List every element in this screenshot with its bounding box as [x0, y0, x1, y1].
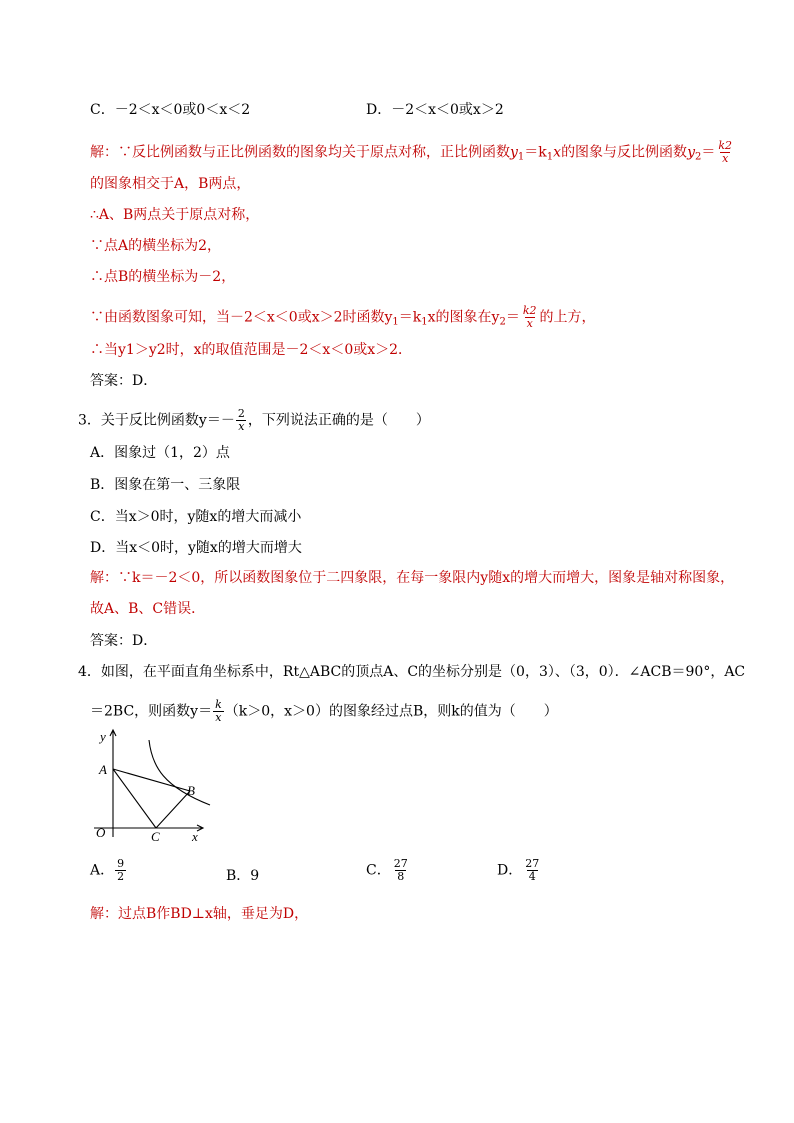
segment-cb	[156, 791, 190, 828]
q2-sol1-x: x	[553, 144, 562, 161]
q4-option-c-num: 27	[393, 857, 408, 870]
segment-ac	[113, 769, 156, 828]
q2-sol6-text-b: ＝k	[398, 309, 422, 326]
q3-stem	[78, 408, 430, 433]
q3-option-a: A．图象过（1，2）点	[90, 445, 230, 461]
q4-figure	[90, 727, 220, 847]
figure-label-o: O	[96, 825, 106, 840]
figure-label-x: x	[192, 829, 198, 844]
q4-stem2-text-b: （k＞0，x＞0）的图象经过点B，则k的值为（ ）	[224, 703, 558, 720]
figure-label-c: C	[151, 829, 160, 844]
figure-label-a: A	[99, 762, 107, 777]
q2-sol6-frac-den: x	[526, 317, 533, 330]
q4-option-c-label: C．	[366, 862, 391, 879]
q4-option-d	[497, 858, 542, 883]
q2-solution-line-1	[90, 140, 735, 168]
q2-sol1-fraction	[716, 140, 734, 165]
q2-solution-line-7: ∴当y1＞y2时，x的取值范围是－2＜x＜0或x＞2．	[90, 342, 413, 358]
q2-sol1-text-a: 解：∵反比例函数与正比例函数的图象均关于原点对称，正比例函数	[90, 144, 510, 161]
q3-solution-line-2: 故A、B、C错误．	[90, 601, 206, 617]
q2-sol1-eq: ＝k	[524, 144, 547, 161]
q2-sol1-ksub: 1	[546, 151, 554, 163]
q2-sol6-ksub: 1	[421, 316, 428, 328]
q4-stem-fraction	[213, 699, 224, 724]
q3-frac-num: 2	[237, 407, 245, 420]
q4-option-a	[90, 858, 127, 883]
q2-sol6-text-d: ＝	[505, 309, 520, 326]
q4-option-d-label: D．	[497, 862, 523, 879]
q4-frac-den: x	[215, 711, 222, 724]
q2-answer: 答案：D．	[90, 373, 158, 389]
q2-sol1-y2: y	[687, 144, 695, 161]
q2-option-d: D．－2＜x＜0或x＞2	[366, 102, 504, 118]
q4-option-d-fraction	[523, 858, 541, 883]
q4-solution-line-1: 解：过点B作BD⊥x轴，垂足为D，	[90, 906, 309, 922]
q2-sol6-text-a: ∵由函数图象可知，当－2＜x＜0或x＞2时函数y	[90, 309, 393, 326]
q2-sol6-frac-num: k2	[522, 304, 537, 317]
q2-sol1-sub1: 1	[517, 151, 525, 163]
q2-sol6-fraction	[521, 305, 539, 330]
q3-stem-text-a: 3．关于反比例函数y＝－	[78, 412, 235, 429]
q3-option-d: D．当x＜0时，y随x的增大而增大	[90, 540, 302, 556]
segment-ab	[113, 769, 190, 791]
q2-solution-line-6	[90, 305, 596, 333]
q2-sol1-y1: y	[510, 144, 518, 161]
figure-label-b: B	[187, 783, 195, 798]
hyperbola-curve	[149, 740, 210, 805]
q3-option-c: C．当x＞0时，y随x的增大而减小	[90, 509, 302, 525]
q2-sol6-text-e: 的上方，	[539, 309, 596, 326]
q3-solution-line-1: 解：∵k＝－2＜0，所以函数图象位于二四象限，在每一象限内y随x的增大而增大，图象是轴对称图象，	[90, 570, 735, 586]
q4-option-d-num: 27	[525, 857, 540, 870]
q2-sol6-sub: 1	[392, 316, 399, 328]
q4-option-a-den: 2	[117, 870, 125, 883]
q2-solution-line-4: ∵点A的横坐标为2，	[90, 238, 222, 254]
q4-option-c-fraction	[392, 858, 410, 883]
figure-label-y: y	[100, 729, 106, 744]
q3-option-b: B．图象在第一、三象限	[90, 477, 241, 493]
q2-solution-line-5: ∴点B的横坐标为－2，	[90, 269, 236, 285]
q3-stem-text-b: ，下列说法正确的是（ ）	[247, 412, 430, 429]
q4-option-a-label: A．	[90, 862, 115, 879]
q3-stem-fraction	[236, 408, 247, 433]
q4-option-b: B．9	[226, 868, 260, 884]
q2-sol1-text-b: 的图象与反比例函数	[561, 144, 688, 161]
q4-stem-line-2	[90, 699, 558, 724]
q4-option-a-fraction	[115, 858, 126, 883]
q2-sol1-sub2: 2	[694, 151, 702, 163]
q2-sol1-frac-num: k2	[718, 139, 733, 152]
q2-option-c: C．－2＜x＜0或0＜x＜2	[90, 102, 251, 118]
q2-sol1-eq2: ＝	[701, 144, 716, 161]
q4-option-c-den: 8	[397, 870, 405, 883]
q4-frac-num: k	[215, 698, 222, 711]
q3-answer: 答案：D．	[90, 633, 158, 649]
q2-solution-line-3: ∴A、B两点关于原点对称，	[90, 207, 260, 223]
q4-option-d-den: 4	[528, 870, 536, 883]
q2-sol1-frac-den: x	[722, 152, 729, 165]
q4-option-a-num: 9	[117, 857, 125, 870]
q2-sol6-sub2: 2	[499, 316, 506, 328]
q3-frac-den: x	[238, 420, 245, 433]
q4-stem-line-1: 4．如图，在平面直角坐标系中，Rt△ABC的顶点A、C的坐标分别是（0，3）、（3，0）．∠ACB＝90°，AC	[78, 664, 746, 680]
q4-option-c	[366, 858, 411, 883]
q4-stem2-text-a: ＝2BC，则函数y＝	[90, 703, 213, 720]
q2-sol6-text-c: x的图象在y	[427, 309, 500, 326]
q2-solution-line-2: 的图象相交于A，B两点，	[90, 176, 251, 192]
